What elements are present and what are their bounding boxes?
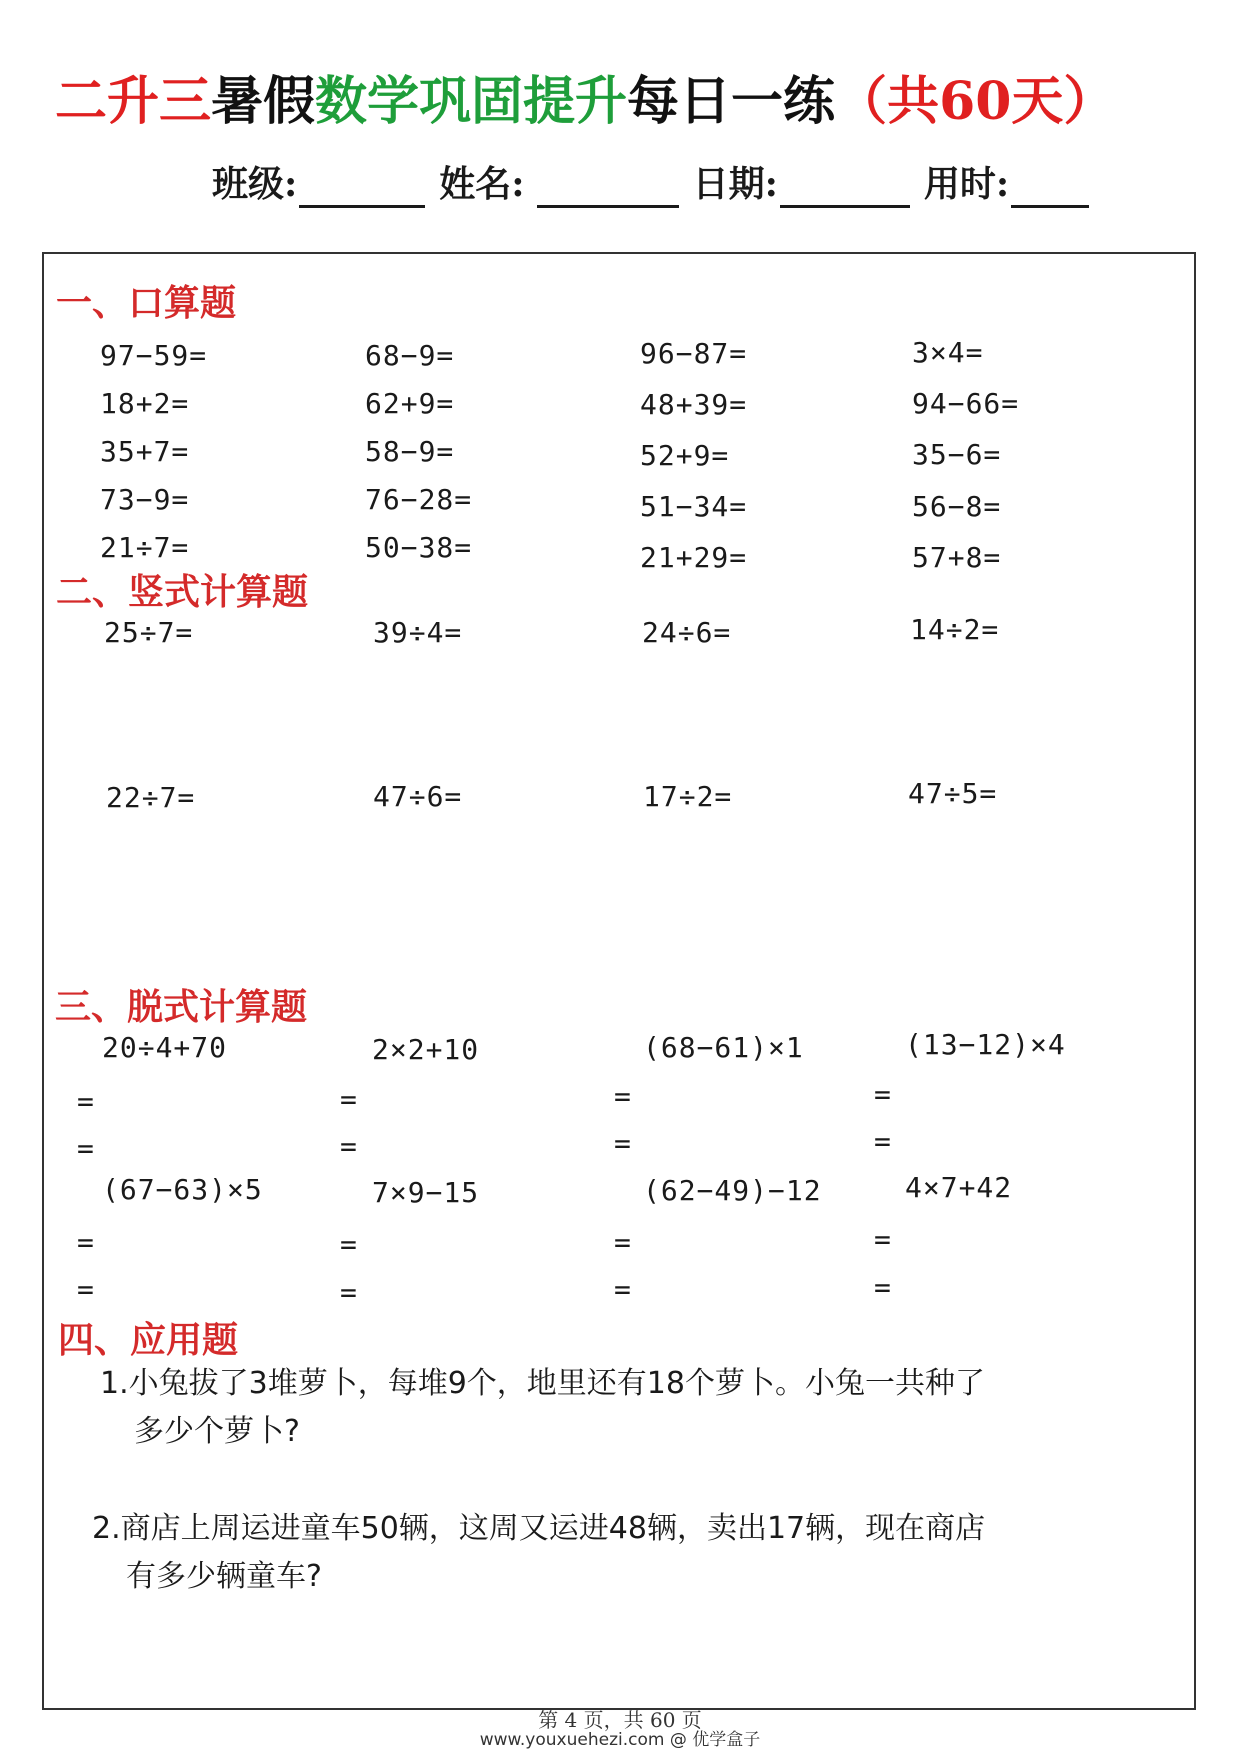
oral-problem: 48+39= xyxy=(640,388,748,421)
equals-sign: = xyxy=(340,1276,357,1309)
oral-problem: 21÷7= xyxy=(100,531,190,564)
equals-sign: = xyxy=(340,1228,357,1261)
class-label: 班级: xyxy=(212,163,298,205)
stepwise-problem: 2×2+10 xyxy=(372,1033,480,1066)
word-problem-2-line2: 有多少辆童车? xyxy=(126,1559,322,1594)
oral-problem: 76−28= xyxy=(365,483,473,516)
stepwise-problem: (62−49)−12 xyxy=(643,1174,822,1207)
equals-sign: = xyxy=(614,1080,631,1113)
oral-problem: 50−38= xyxy=(365,531,473,564)
oral-problem: 52+9= xyxy=(640,439,730,472)
section-heading-word-problems: 四、应用题 xyxy=(58,1319,239,1361)
equals-sign: = xyxy=(77,1273,94,1306)
stepwise-problem: 4×7+42 xyxy=(905,1171,1013,1204)
equals-sign: = xyxy=(77,1226,94,1259)
title-part: （共60天） xyxy=(835,71,1116,132)
section-heading-stepwise: 三、脱式计算题 xyxy=(55,986,308,1028)
oral-problem: 56−8= xyxy=(912,490,1002,523)
oral-problem: 97−59= xyxy=(100,339,208,372)
oral-problem: 18+2= xyxy=(100,387,190,420)
title-part: 每日一练 xyxy=(627,71,836,132)
oral-problem: 62+9= xyxy=(365,387,455,420)
time-field xyxy=(924,160,1089,208)
stepwise-problem: (68−61)×1 xyxy=(643,1031,804,1064)
word-problem-1-line1: 1.小兔拔了3堆萝卜，每堆9个，地里还有18个萝卜。小兔一共种了 xyxy=(100,1366,985,1401)
oral-problem: 58−9= xyxy=(365,435,455,468)
vertical-problem: 25÷7= xyxy=(104,616,194,649)
vertical-problem: 22÷7= xyxy=(106,781,196,814)
oral-problem: 35−6= xyxy=(912,438,1002,471)
date-label: 日期: xyxy=(692,163,778,205)
date-blank[interactable] xyxy=(780,167,910,208)
word-problem-2-line1: 2.商店上周运进童车50辆，这周又运进48辆，卖出17辆，现在商店 xyxy=(92,1511,986,1546)
stepwise-problem: (67−63)×5 xyxy=(102,1173,263,1206)
title-part: 数学巩固提升 xyxy=(315,71,628,132)
equals-sign: = xyxy=(614,1127,631,1160)
word-problem-1-line2: 多少个萝卜? xyxy=(134,1414,300,1449)
section-heading-vertical: 二、竖式计算题 xyxy=(56,571,309,613)
oral-problem: 57+8= xyxy=(912,541,1002,574)
equals-sign: = xyxy=(77,1085,94,1118)
equals-sign: = xyxy=(614,1273,631,1306)
site-watermark: www.youxuehezi.com @ 优学盒子 xyxy=(479,1730,761,1750)
class-blank[interactable] xyxy=(299,167,425,208)
equals-sign: = xyxy=(874,1223,891,1256)
equals-sign: = xyxy=(874,1078,891,1111)
title-part: 暑假 xyxy=(211,71,316,132)
vertical-problem: 47÷5= xyxy=(908,777,998,810)
oral-problem: 35+7= xyxy=(100,435,190,468)
time-blank[interactable] xyxy=(1011,167,1089,208)
oral-problem: 73−9= xyxy=(100,483,190,516)
oral-problem: 68−9= xyxy=(365,339,455,372)
equals-sign: = xyxy=(874,1271,891,1304)
name-label: 姓名: xyxy=(439,163,525,205)
stepwise-problem: 7×9−15 xyxy=(372,1176,480,1209)
equals-sign: = xyxy=(614,1226,631,1259)
oral-problem: 3×4= xyxy=(912,336,984,369)
time-label: 用时: xyxy=(923,163,1010,205)
equals-sign: = xyxy=(340,1130,357,1163)
worksheet-box xyxy=(42,252,1196,1710)
section-heading-oral: 一、口算题 xyxy=(56,282,237,324)
equals-sign: = xyxy=(874,1125,891,1158)
name-field xyxy=(439,160,678,208)
date-field xyxy=(693,160,910,208)
name-blank[interactable] xyxy=(537,167,679,208)
title-part: 二升三 xyxy=(55,71,212,132)
stepwise-problem: (13−12)×4 xyxy=(905,1028,1066,1061)
class-field xyxy=(212,160,425,208)
equals-sign: = xyxy=(340,1083,357,1116)
oral-problem: 51−34= xyxy=(640,490,748,523)
stepwise-problem: 20÷4+70 xyxy=(102,1031,228,1064)
equals-sign: = xyxy=(77,1132,94,1165)
vertical-problem: 39÷4= xyxy=(373,616,463,649)
student-info-line xyxy=(212,160,1103,208)
oral-problem: 96−87= xyxy=(640,337,748,370)
vertical-problem: 24÷6= xyxy=(642,616,732,649)
page-number: 第 4 页，共 60 页 xyxy=(538,1708,702,1732)
oral-problem: 94−66= xyxy=(912,387,1020,420)
vertical-problem: 17÷2= xyxy=(643,780,733,813)
vertical-problem: 14÷2= xyxy=(910,613,1000,646)
vertical-problem: 47÷6= xyxy=(373,780,463,813)
oral-problem: 21+29= xyxy=(640,541,748,574)
page-title xyxy=(55,62,1115,142)
